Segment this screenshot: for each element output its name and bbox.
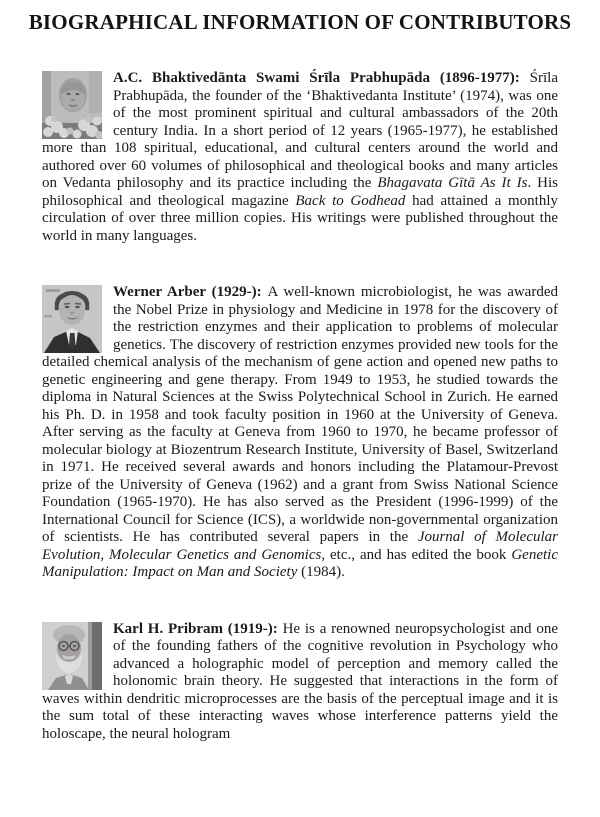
text-segment-italic: Genetic Manipulation: Impact on Man and Society	[42, 546, 558, 580]
text-segment-normal: He is a renowned neuropsychologist and one of the founding fathers of the cognitive revolution in Psychology who advanced a holographic model of perception and memory called the holonomic brain theory. He suggested that interactions in the form of waves within dendritic microprocesses are the basis of the perceptual image and it is the sum total of these interacting waves whose interference patterns yield the holoscape, the neural hologram	[42, 620, 559, 742]
text-segment-normal: (1984).	[297, 564, 345, 580]
bio-prabhupada	[42, 70, 558, 245]
bio-pribram	[42, 621, 558, 744]
text-segment-italic: Back to Godhead	[295, 192, 406, 209]
text-segment-normal: had attained a monthly circulation of over three million copies. His writings were published throughout the world in many languages.	[42, 192, 559, 244]
text-segment-normal: Śrīla Prabhupāda, the founder of the ‘Bhaktivedanta Institute’ (1974), was one of the most prominent spiritual and cultural ambassadors of the 20th century India. In a short period of 12 years (1965-1977), he established more than 108 spiritual, educational, and cultural centers around the world and authored over 60 volumes of philosophical and theological books and many articles on Vedanta philosophy and its practice including the	[42, 70, 558, 191]
text-segment-normal: , etc., and has edited the book	[321, 546, 512, 563]
text-segment-italic: Journal of Molecular Evolution, Molecular Genetics and Genomics	[42, 529, 558, 563]
prabhupada-portrait-photo	[42, 71, 102, 139]
page-title: BIOGRAPHICAL INFORMATION OF CONTRIBUTORS	[28, 10, 572, 34]
bio-text-pribram	[42, 621, 558, 742]
text-segment-normal: A well-known microbiologist, he was awarded the Nobel Prize in physiology and Medicine in 1978 for the discovery of the restriction enzymes and their application to problems of molecular genetics. The discovery of restriction enzymes provided new tools for the detailed chemical analysis of the mechanism of gene action and opened new paths to genetic engineering and gene therapy. From 1949 to 1953, he studied towards the diploma in Natural Sciences at the Swiss Polytechnical School in Zurich. He earned his Ph. D. in 1958 and took faculty position in 1960 at the University of Geneva. After serving as the faculty at Geneva from 1960 to 1970, he became professor of molecular biology at Biozentrum Research Institute, University of Basel, Switzerland in 1971. He received several awards and honors including the Platamour-Prevost prize of the University of Geneva (1962) and a grant from Swiss National Science Foundation (1965-1970). He has also served as the President (1996-1999) of the International Council for Science (ICS), a worldwide non-governmental organization of scientists. He has contributed several papers in the	[42, 284, 558, 545]
content	[42, 34, 558, 743]
text-segment-bold: Werner Arber (1929-):	[113, 284, 268, 300]
text-segment-bold: A.C. Bhaktivedānta Swami Śrīla Prabhupāda (1896-1977):	[113, 70, 530, 86]
text-segment-bold: Karl H. Pribram (1919-):	[113, 620, 283, 637]
arber-portrait-photo	[42, 285, 102, 353]
bio-arber	[42, 284, 558, 582]
text-segment-italic: Bhagavata Gītā As It Is	[377, 175, 528, 191]
bio-text-prabhupada	[42, 70, 558, 244]
text-segment-normal: . His philosophical and theological magazine	[42, 175, 558, 209]
pribram-portrait-photo	[42, 622, 102, 690]
bio-text-arber	[42, 284, 558, 580]
